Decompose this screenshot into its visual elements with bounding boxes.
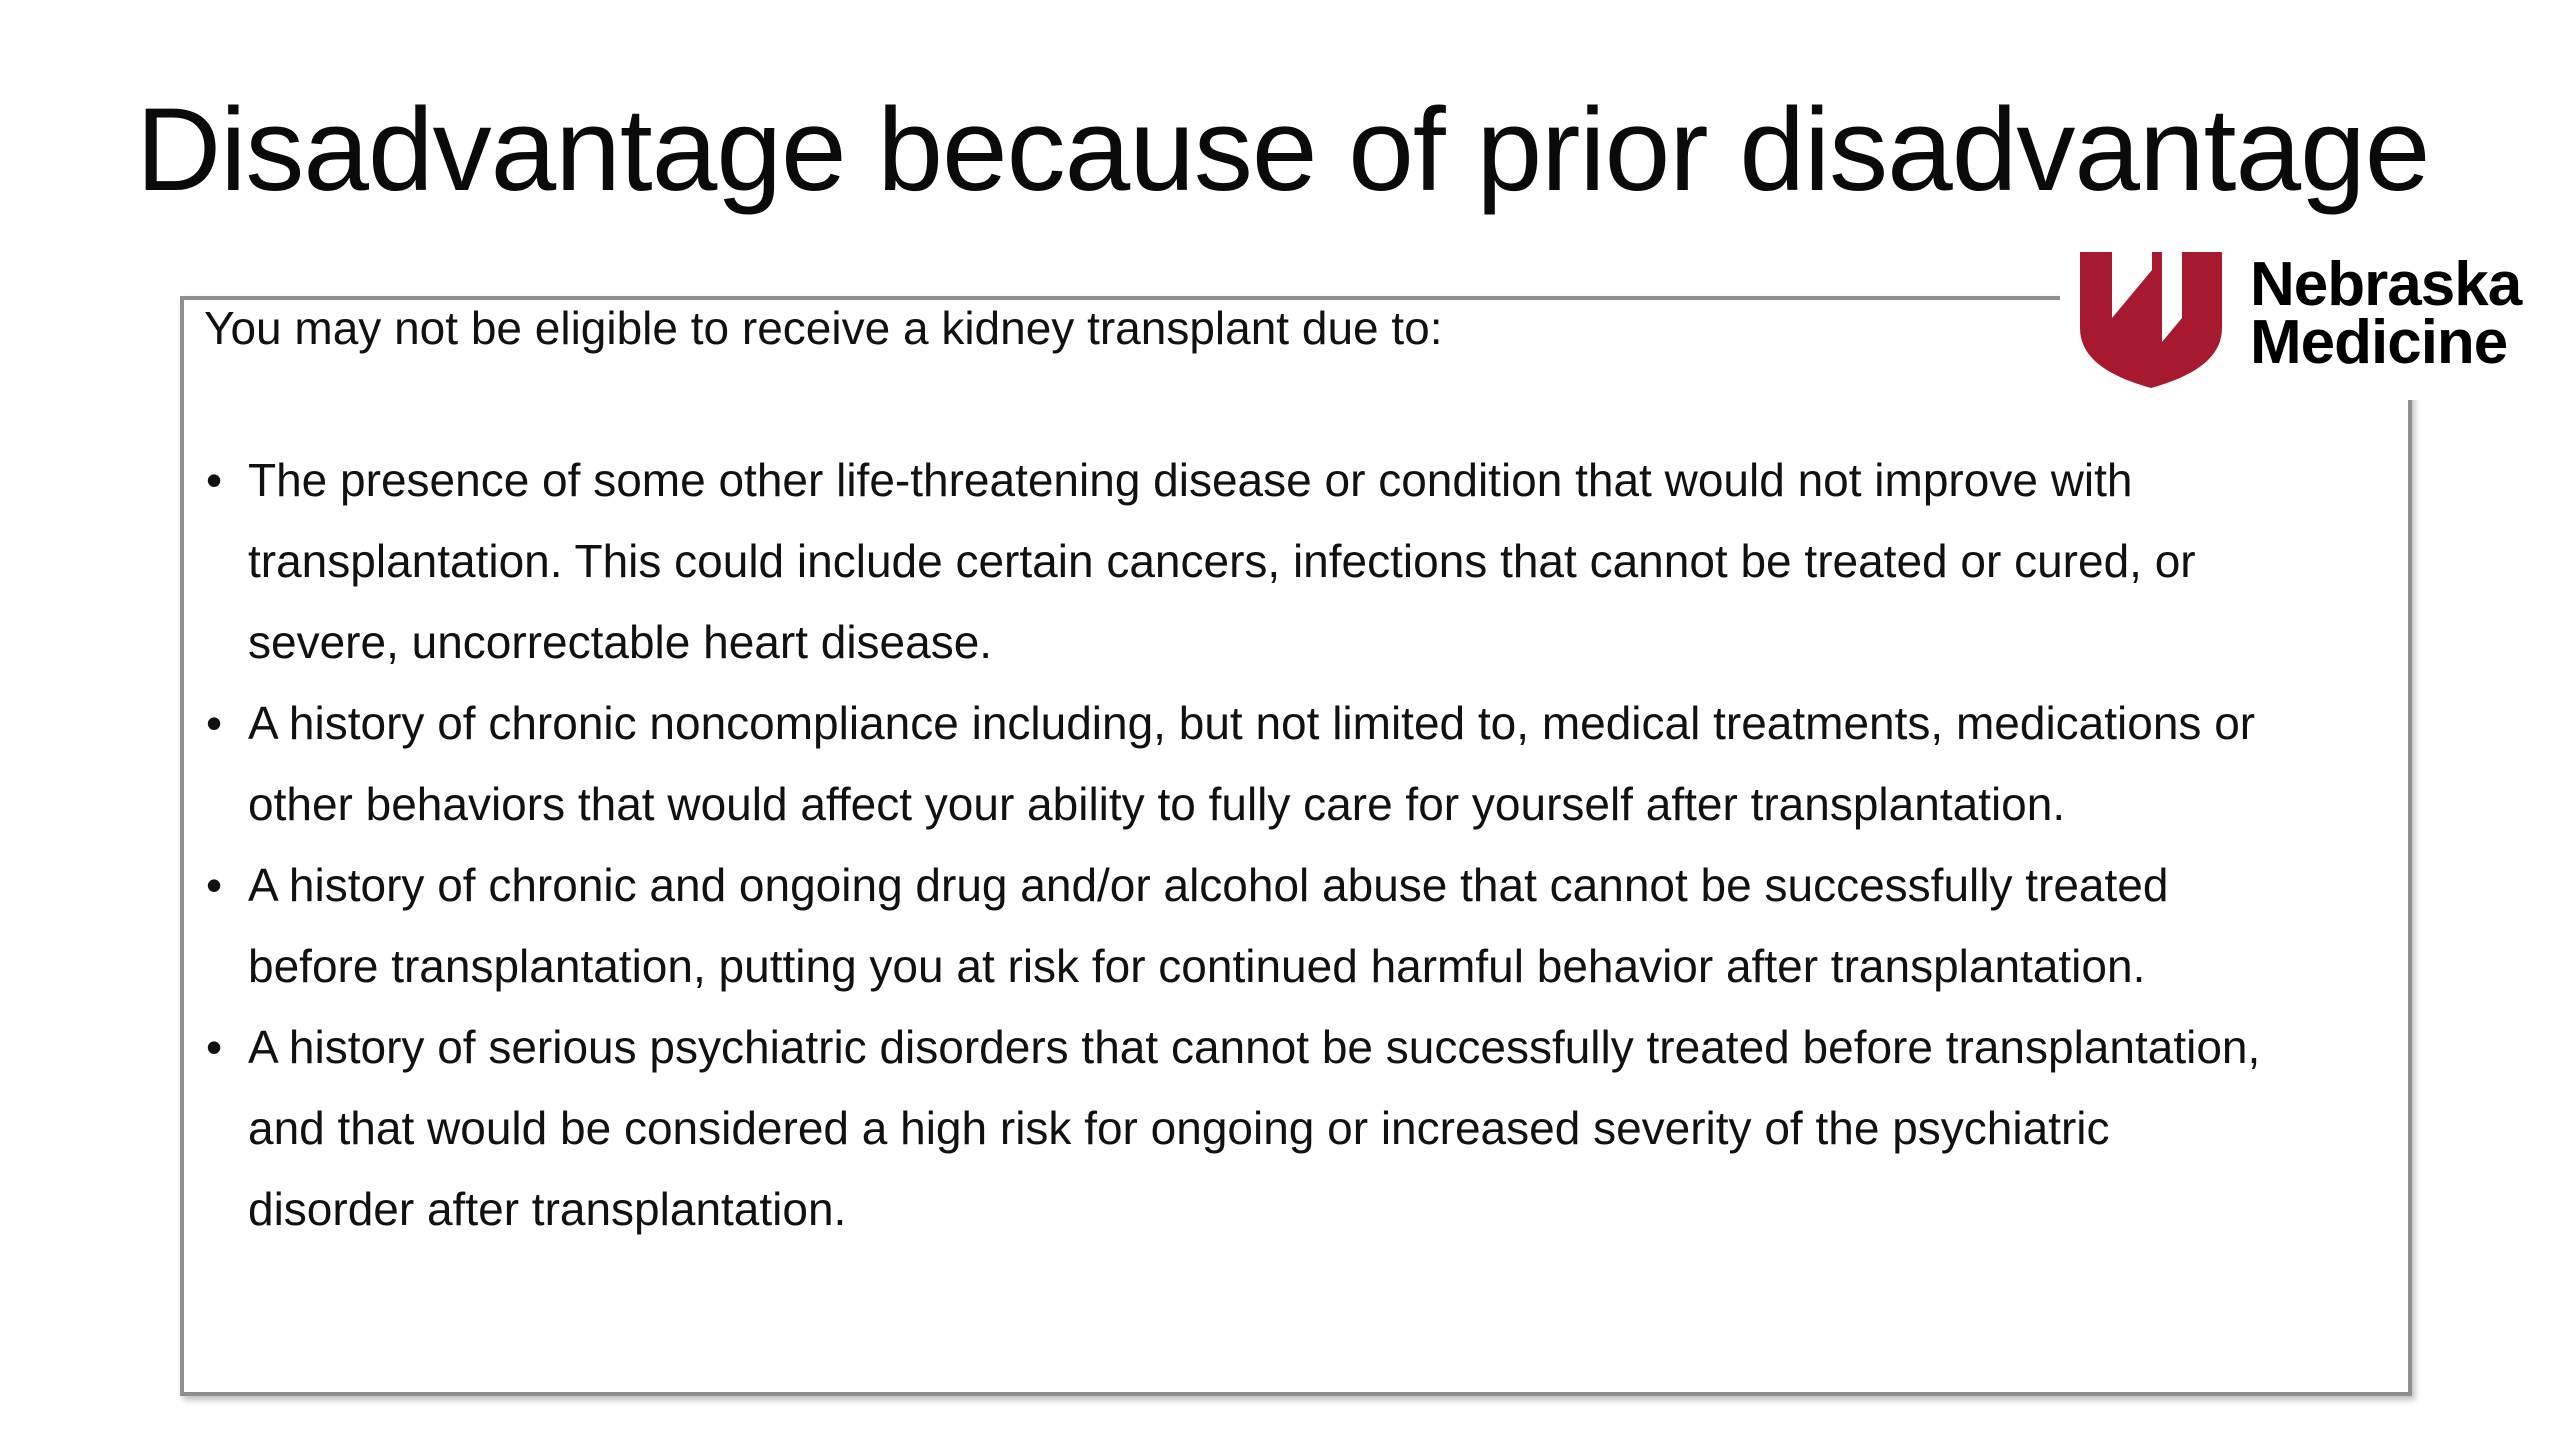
criteria-text: A history of chronic and ongoing drug and/or alcohol abuse that cannot be successfully treated before transplantation, putting you at risk for continued harmful behavior after transplantation. — [248, 859, 2169, 992]
list-item — [184, 1007, 2268, 1250]
logo-wordmark — [2250, 250, 2522, 377]
list-item — [184, 683, 2268, 845]
logo-line-medicine: Medicine — [2250, 308, 2508, 377]
logo-line-nebraska: Nebraska — [2250, 250, 2522, 319]
criteria-text: The presence of some other life-threatening disease or condition that would not improve with transplantation. This could include certain cancers, infections that cannot be treated or cured, or severe, uncorrectable heart disease. — [248, 454, 2196, 668]
criteria-list — [184, 440, 2384, 1250]
excerpt-intro: You may not be eligible to receive a kidney transplant due to: — [204, 302, 1443, 354]
bullet-icon: • — [206, 454, 223, 506]
eligibility-excerpt-panel — [180, 296, 2412, 1396]
criteria-text: A history of chronic noncompliance including, but not limited to, medical treatments, medications or other behaviors that would affect your ability to fully care for yourself after transplantation. — [248, 697, 2256, 830]
bullet-icon: • — [206, 1021, 223, 1073]
criteria-text: A history of serious psychiatric disorders that cannot be successfully treated before transplantation, and that would be considered a high risk for ongoing or increased severity of the psychiatric disorder after transplantation. — [248, 1021, 2261, 1235]
nebraska-medicine-shield-icon — [2076, 248, 2226, 388]
list-item — [184, 845, 2268, 1007]
slide-title: Disadvantage because of prior disadvantage — [136, 84, 2430, 216]
nebraska-medicine-logo — [2060, 240, 2530, 400]
bullet-icon: • — [206, 859, 223, 911]
bullet-icon: • — [206, 697, 223, 749]
list-item — [184, 440, 2268, 683]
